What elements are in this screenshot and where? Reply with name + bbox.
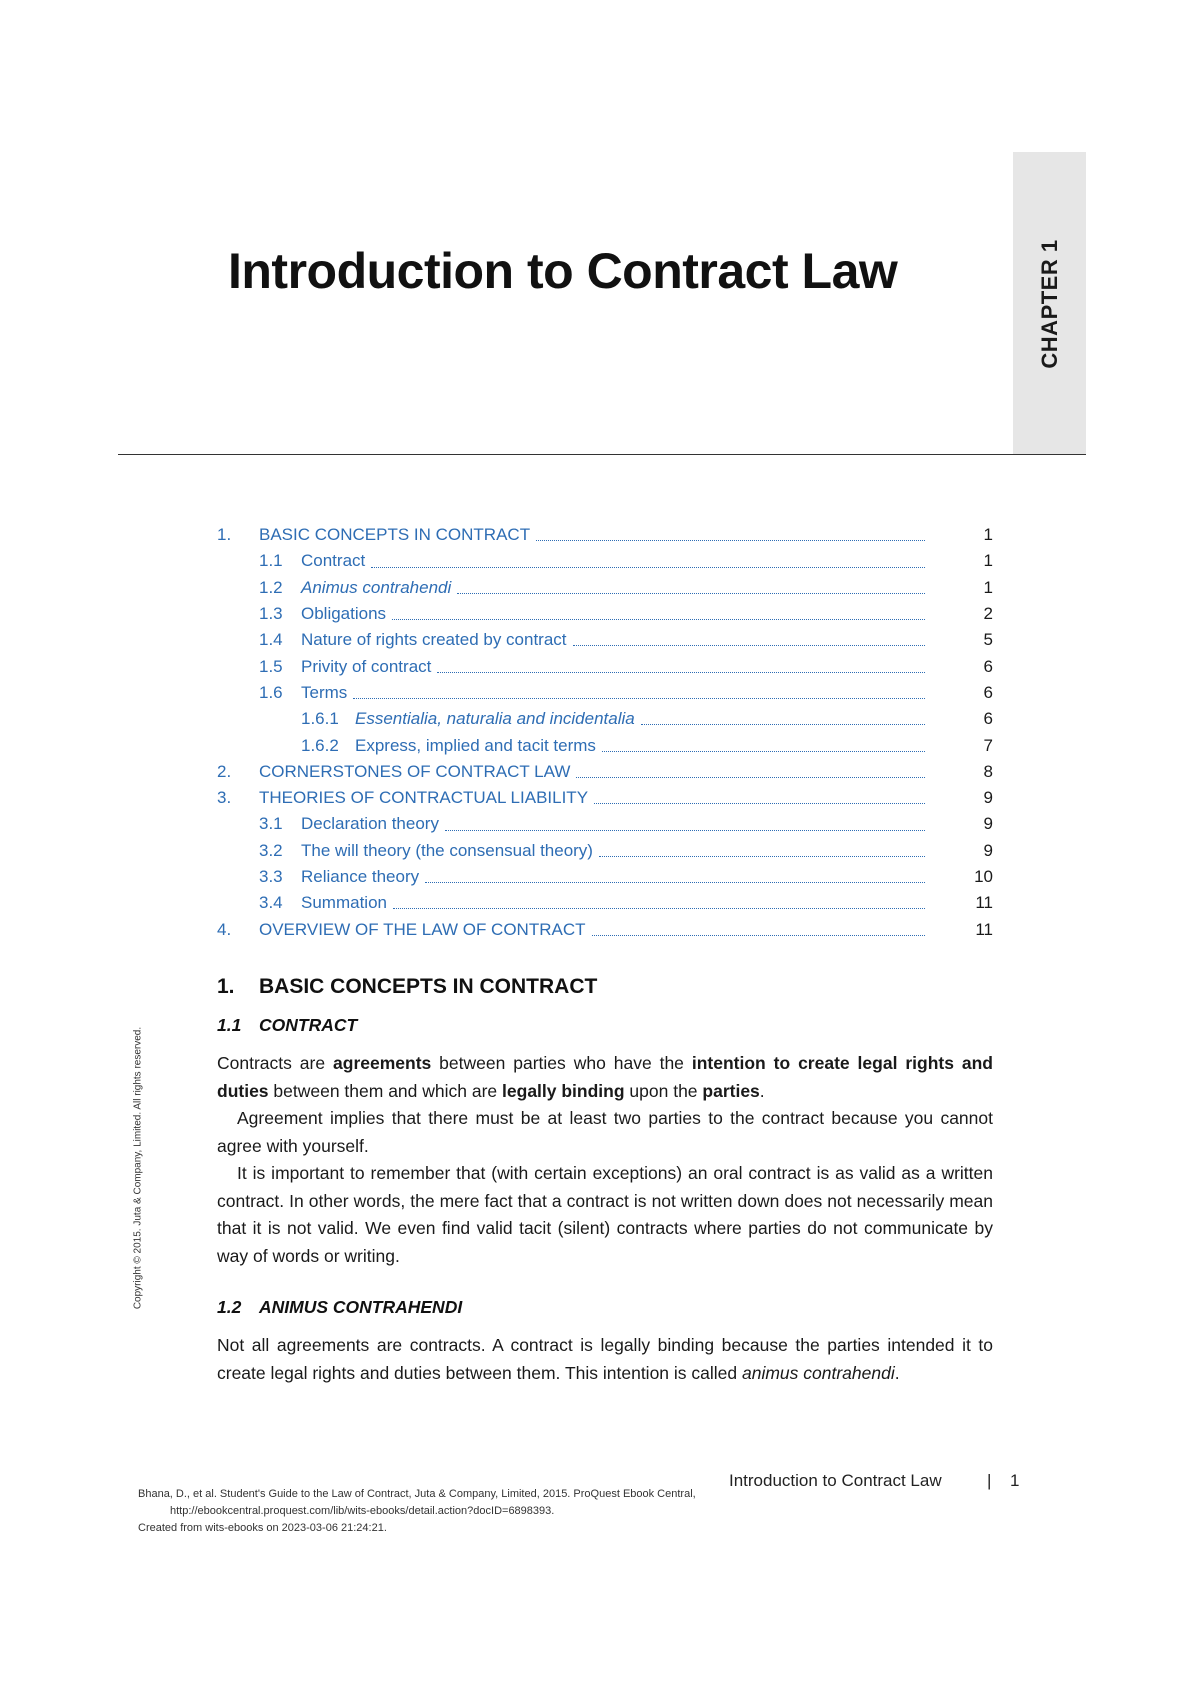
- toc-item[interactable]: [217, 785, 993, 811]
- toc-number: 3.2: [259, 840, 283, 860]
- toc-page: 1: [983, 525, 993, 545]
- toc-page: 7: [983, 735, 993, 755]
- toc-leader: [592, 935, 926, 936]
- toc-number: 4.: [217, 919, 232, 939]
- toc-leader: [536, 540, 925, 541]
- toc-item[interactable]: [217, 548, 993, 574]
- toc-page: 9: [983, 788, 993, 808]
- toc-leader: [392, 619, 925, 620]
- copyright-notice: Copyright © 2015. Juta & Company, Limited. All rights reserved.: [132, 1026, 144, 1310]
- paragraph: Agreement implies that there must be at least two parties to the contract because you cannot agree with yourself.: [217, 1108, 993, 1156]
- toc-text: Privity of contract: [301, 656, 432, 676]
- toc-number: 1.6.1: [301, 709, 339, 729]
- toc-leader: [371, 567, 925, 568]
- toc-item[interactable]: [217, 575, 993, 601]
- paragraph: [217, 1050, 993, 1105]
- toc-text: Animus contrahendi: [301, 577, 452, 597]
- toc-text: OVERVIEW OF THE LAW OF CONTRACT: [259, 919, 586, 939]
- toc-leader: [353, 698, 925, 699]
- toc-text: BASIC CONCEPTS IN CONTRACT: [259, 525, 531, 545]
- toc-text: Summation: [301, 893, 387, 913]
- title-rule: [118, 454, 1086, 455]
- toc-text: The will theory (the consensual theory): [301, 840, 593, 860]
- footer-separator: |: [987, 1471, 992, 1490]
- toc-item[interactable]: [217, 916, 993, 942]
- toc-number: 3.3: [259, 867, 283, 886]
- toc-leader: [457, 593, 925, 594]
- toc-number: 1.4: [259, 630, 283, 650]
- toc-page: 2: [983, 604, 993, 624]
- table-of-contents: [217, 522, 993, 943]
- toc-leader: [599, 856, 925, 857]
- toc-page: 6: [983, 709, 993, 729]
- paragraph: [217, 1332, 993, 1387]
- toc-page: 10: [974, 867, 993, 886]
- toc-text: CORNERSTONES OF CONTRACT LAW: [259, 761, 571, 781]
- toc-text: Reliance theory: [301, 867, 420, 886]
- subsection-number: 1.1: [217, 1015, 242, 1035]
- toc-leader: [425, 882, 925, 883]
- citation-link[interactable]: http://ebookcentral.proquest.com/lib/wits-ebooks/detail.action?docID=6898393.: [170, 1505, 555, 1517]
- toc-page: 11: [975, 919, 993, 939]
- toc-leader: [602, 751, 925, 752]
- toc-text: Essentialia, naturalia and incidentalia: [355, 709, 635, 729]
- toc-item[interactable]: [217, 653, 993, 679]
- toc-number: 1.: [217, 525, 232, 545]
- text-run: upon the: [624, 1080, 703, 1101]
- toc-page: 6: [983, 656, 993, 676]
- toc-item[interactable]: [217, 890, 993, 916]
- bold-text: intention to create legal rights and duties: [217, 1053, 993, 1101]
- text-run: Not all agreements are contracts. A contract is legally binding because the parties intended it to create legal rights and duties between them. This intention is called: [217, 1335, 993, 1383]
- citation-line: Created from wits-ebooks on 2023-03-06 21:24:21.: [138, 1522, 387, 1534]
- toc-page: 5: [983, 630, 993, 650]
- toc-text: Nature of rights created by contract: [301, 630, 567, 650]
- toc-number: 3.4: [259, 893, 283, 913]
- toc-text: Declaration theory: [301, 814, 439, 834]
- footer-title: Introduction to Contract Law: [729, 1471, 942, 1490]
- toc-leader: [573, 645, 925, 646]
- toc-number: 1.6: [259, 682, 283, 702]
- paragraph: It is important to remember that (with certain exceptions) an oral contract is as valid as a written contract. In other words, the mere fact that a contract is not written down does not necessarily mean that it is not valid. We even find valid tacit (silent) contracts where parties do not communicate by way of words or writing.: [217, 1163, 993, 1266]
- text-run: Contracts are: [217, 1053, 334, 1073]
- subsection-title: ANIMUS CONTRAHENDI: [259, 1297, 463, 1317]
- toc-text: Express, implied and tacit terms: [355, 735, 596, 755]
- bold-text: parties: [702, 1080, 760, 1101]
- toc-page: 9: [983, 814, 993, 834]
- toc-item[interactable]: [217, 627, 993, 653]
- toc-leader: [445, 830, 925, 831]
- toc-number: 2.: [217, 761, 232, 781]
- toc-leader: [641, 724, 925, 725]
- toc-number: 1.6.2: [301, 735, 339, 755]
- toc-number: 3.: [217, 788, 232, 808]
- toc-text: Obligations: [301, 604, 387, 624]
- subsection-heading: [217, 1015, 357, 1036]
- citation-line: Bhana, D., et al. Student's Guide to the Law of Contract, Juta & Company, Limited, 2015. ProQuest Ebook Central,: [138, 1488, 696, 1500]
- text-run: .: [894, 1362, 900, 1383]
- chapter-title: Introduction to Contract Law: [228, 243, 898, 299]
- text-run: between them and which are: [268, 1080, 503, 1101]
- toc-number: 1.3: [259, 604, 283, 624]
- toc-page: 9: [983, 840, 993, 860]
- italic-text: animus contrahendi: [741, 1362, 895, 1383]
- toc-item[interactable]: [217, 706, 993, 732]
- toc-number: 1.2: [259, 577, 283, 597]
- toc-item[interactable]: [217, 838, 993, 864]
- subsection-title: CONTRACT: [259, 1015, 358, 1035]
- toc-number: 1.1: [259, 551, 283, 571]
- toc-leader: [393, 908, 925, 909]
- toc-page: 1: [983, 551, 993, 571]
- toc-text: Terms: [301, 682, 348, 702]
- toc-leader: [576, 777, 925, 778]
- toc-text: THEORIES OF CONTRACTUAL LIABILITY: [259, 788, 589, 808]
- toc-page: 11: [975, 893, 993, 913]
- section-number: 1.: [217, 975, 235, 998]
- toc-page: 8: [983, 761, 993, 781]
- toc-item[interactable]: [217, 759, 993, 785]
- toc-text: Contract: [301, 551, 366, 571]
- toc-leader: [594, 803, 925, 804]
- chapter-label: CHAPTER 1: [1036, 238, 1062, 369]
- bold-text: agreements: [333, 1053, 432, 1073]
- bold-text: legally binding: [502, 1080, 625, 1101]
- toc-item[interactable]: [217, 522, 993, 548]
- toc-item[interactable]: [217, 864, 993, 890]
- chapter-tab: [1013, 152, 1086, 455]
- text-run: .: [759, 1080, 765, 1101]
- toc-page: 1: [983, 577, 993, 597]
- section-title: BASIC CONCEPTS IN CONTRACT: [259, 975, 598, 998]
- subsection-number: 1.2: [217, 1297, 242, 1317]
- toc-item[interactable]: [217, 601, 993, 627]
- toc-item[interactable]: [217, 811, 993, 837]
- section-heading: [217, 975, 597, 999]
- toc-leader: [437, 672, 925, 673]
- subsection-heading: [217, 1297, 462, 1318]
- toc-item[interactable]: [217, 732, 993, 758]
- toc-number: 3.1: [259, 814, 283, 834]
- toc-page: 6: [983, 682, 993, 702]
- toc-item[interactable]: [217, 680, 993, 706]
- page-number: 1: [1010, 1471, 1020, 1490]
- toc-number: 1.5: [259, 656, 283, 676]
- text-run: between parties who have the: [431, 1053, 692, 1073]
